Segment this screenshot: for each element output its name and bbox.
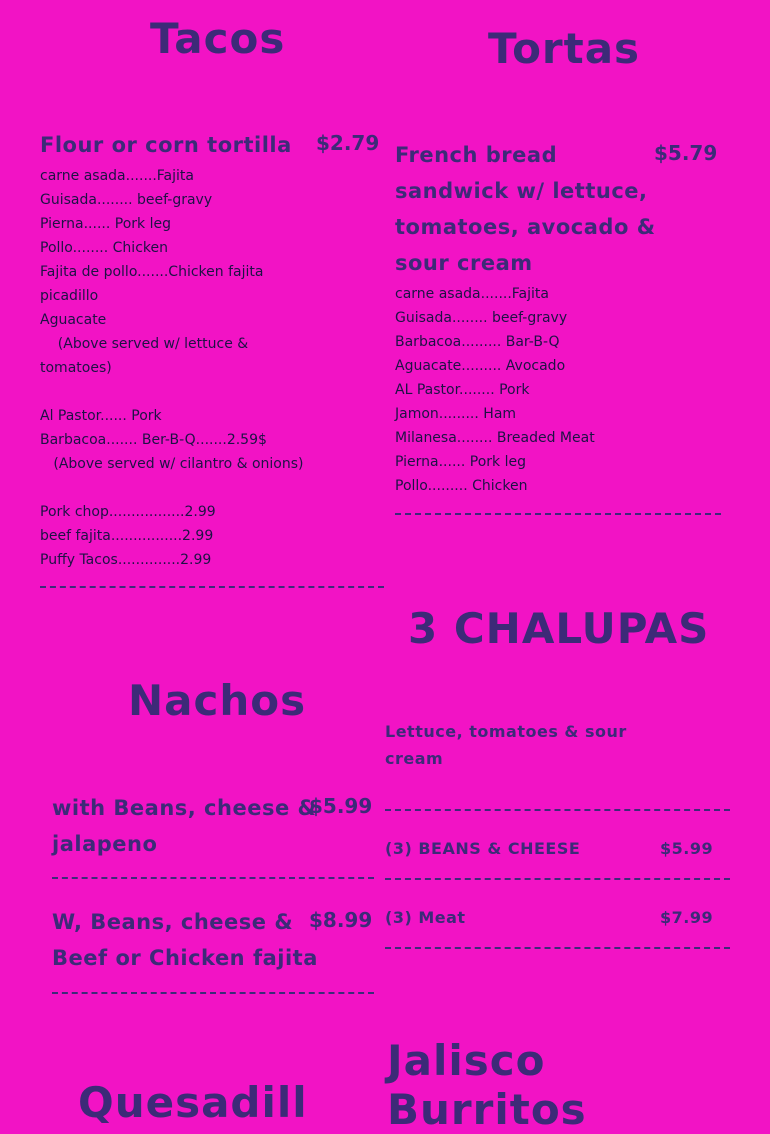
nachos-divider: [52, 877, 374, 879]
tacos-line: Pork chop.................2.99: [40, 504, 216, 520]
tortas-title-line: sandwick w/ lettuce,: [395, 179, 648, 203]
tacos-divider: [40, 586, 384, 588]
tacos-description: [40, 164, 303, 572]
tacos-line: Aguacate: [40, 312, 107, 328]
tacos-line: tomatoes): [40, 360, 112, 376]
chalupas-divider: [385, 878, 730, 880]
tortas-heading: Tortas: [488, 24, 641, 73]
tacos-line: Pollo........ Chicken: [40, 240, 168, 256]
chalupas-heading: 3 CHALUPAS: [408, 604, 710, 653]
tortas-line: Guisada........ beef-gravy: [395, 310, 568, 326]
chalupas-subtitle-line: cream: [385, 749, 444, 768]
tortas-line: Jamon......... Ham: [395, 406, 517, 422]
tacos-line: [40, 476, 303, 500]
tacos-line: Fajita de pollo.......Chicken fajita: [40, 264, 264, 280]
tortas-line: Barbacoa......... Bar-B-Q: [395, 334, 560, 350]
chalupas-subtitle: [385, 718, 627, 772]
tacos-line: beef fajita................2.99: [40, 528, 214, 544]
nachos-price: $8.99: [309, 908, 373, 932]
nachos-title-line: W, Beans, cheese &: [52, 910, 294, 934]
tacos-item-title: Flour or corn tortilla: [40, 133, 292, 157]
nachos-title-line: jalapeno: [52, 832, 158, 856]
burritos-heading: Jalisco Burritos: [387, 1036, 587, 1134]
nachos-item-title: [52, 904, 318, 976]
chalupas-row-price: $7.99: [660, 908, 714, 927]
tacos-line: Puffy Tacos..............2.99: [40, 552, 212, 568]
tortas-title-line: tomatoes, avocado &: [395, 215, 656, 239]
tacos-line: picadillo: [40, 288, 99, 304]
tortas-line: carne asada.......Fajita: [395, 286, 549, 302]
nachos-price: $5.99: [309, 794, 373, 818]
tacos-line: [40, 380, 303, 404]
nachos-title-line: Beef or Chicken fajita: [52, 946, 318, 970]
tacos-line: Barbacoa....... Ber-B-Q.......2.59$: [40, 432, 267, 448]
tortas-line: Aguacate......... Avocado: [395, 358, 566, 374]
tacos-line: (Above served w/ cilantro & onions): [40, 456, 304, 472]
chalupas-row-price: $5.99: [660, 839, 714, 858]
tacos-line: Pierna...... Pork leg: [40, 216, 171, 232]
tortas-price: $5.79: [654, 141, 718, 165]
tortas-line: Milanesa........ Breaded Meat: [395, 430, 595, 446]
tortas-line: AL Pastor........ Pork: [395, 382, 530, 398]
chalupas-divider: [385, 947, 730, 949]
tacos-line: (Above served w/ lettuce &: [40, 336, 249, 352]
tortas-title-line: sour cream: [395, 251, 533, 275]
chalupas-row-label: (3) BEANS & CHEESE: [385, 839, 581, 858]
tacos-line: carne asada.......Fajita: [40, 168, 194, 184]
chalupas-row-label: (3) Meat: [385, 908, 466, 927]
nachos-title-line: with Beans, cheese &: [52, 796, 317, 820]
tacos-price: $2.79: [316, 131, 380, 155]
tacos-heading: Tacos: [150, 14, 286, 63]
tacos-line: Guisada........ beef-gravy: [40, 192, 213, 208]
tortas-line: Pollo......... Chicken: [395, 478, 528, 494]
chalupas-subtitle-line: Lettuce, tomatoes & sour: [385, 722, 627, 741]
tortas-description: [395, 282, 595, 498]
tortas-divider: [395, 513, 721, 515]
nachos-divider: [52, 992, 374, 994]
tacos-line: Al Pastor...... Pork: [40, 408, 162, 424]
tortas-title-line: French bread: [395, 143, 558, 167]
tortas-item-title: [395, 137, 656, 281]
quesadillas-heading: Quesadill: [78, 1078, 308, 1127]
chalupas-divider: [385, 809, 730, 811]
tortas-line: Pierna...... Pork leg: [395, 454, 526, 470]
nachos-item-title: [52, 790, 316, 862]
nachos-heading: Nachos: [128, 676, 307, 725]
